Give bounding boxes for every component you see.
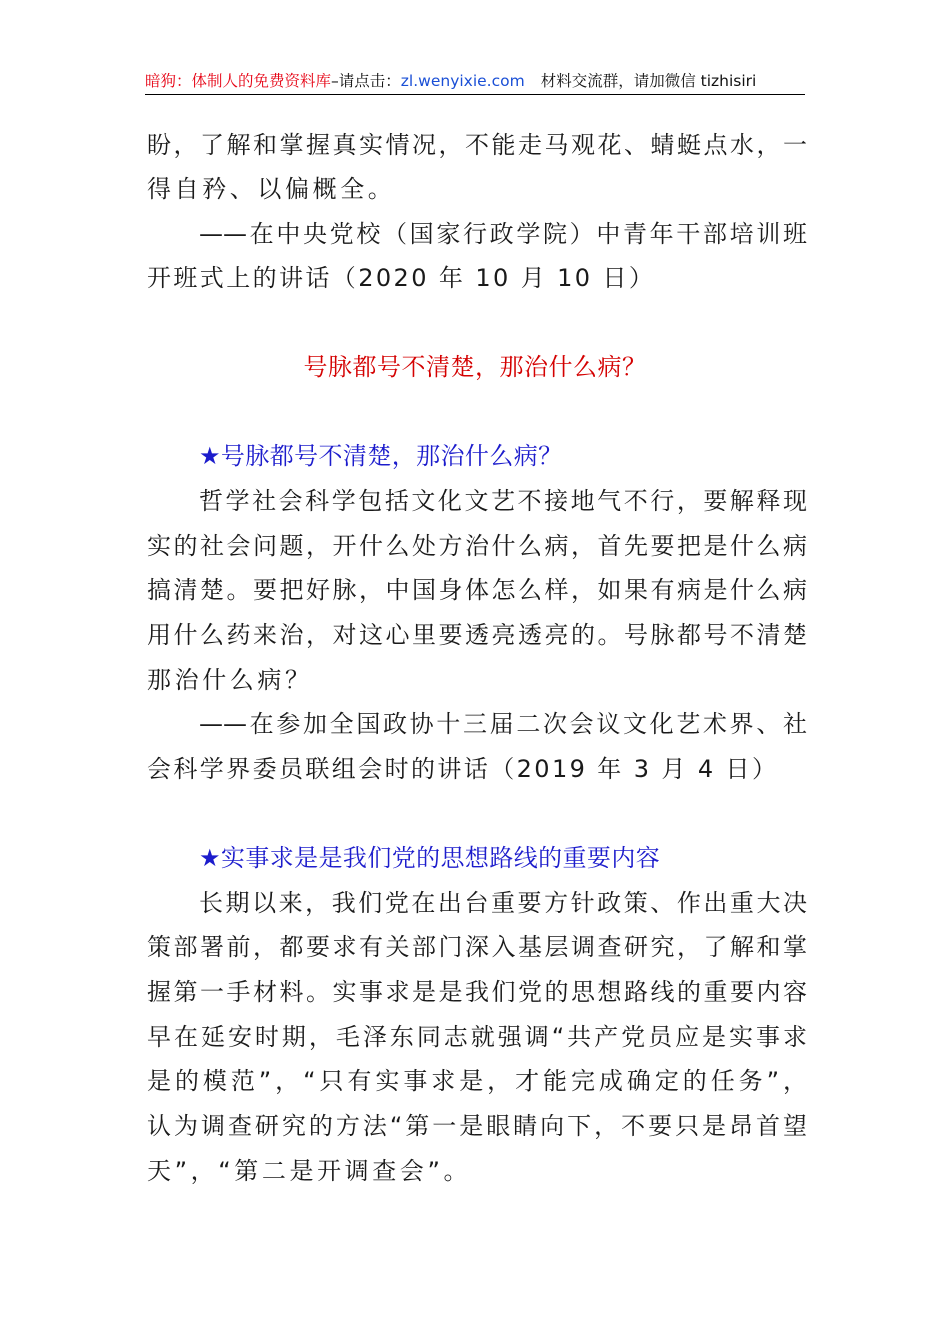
paragraph-line: 哲学社会科学包括文化文艺不接地气不行，要解释现 [199, 487, 807, 515]
item-heading [199, 441, 563, 471]
paragraph-line: 策部署前，都要求有关部门深入基层调查研究，了解和掌 [147, 933, 807, 961]
paragraph-line: 握第一手材料。实事求是是我们党的思想路线的重要内容 [147, 978, 807, 1006]
paragraph-line: 实的社会问题，开什么处方治什么病，首先要把是什么病 [147, 532, 807, 560]
paragraph-line: 早在延安时期，毛泽东同志就强调“共产党员应是实事求 [147, 1023, 807, 1051]
paragraph-line: 长期以来，我们党在出台重要方针政策、作出重大决 [199, 889, 807, 917]
source-line: ——在参加全国政协十三届二次会议文化艺术界、社 [199, 710, 807, 738]
item-heading-text: 实事求是是我们党的思想路线的重要内容 [220, 844, 661, 872]
paragraph-line: 那治什么病？ [147, 666, 313, 694]
source-line: 开班式上的讲话（2020 年 10 月 10 日） [147, 264, 656, 292]
paragraph-line: 认为调查研究的方法“第一是眼睛向下，不要只是昂首望 [147, 1112, 807, 1140]
star-icon: ★ [199, 442, 221, 470]
star-icon: ★ [199, 844, 221, 872]
item-heading-text: 号脉都号不清楚，那治什么病？ [220, 442, 563, 470]
paragraph-line: 用什么药来治，对这心里要透亮透亮的。号脉都号不清楚 [147, 621, 807, 649]
paragraph-line: 得自矜、以偏概全。 [147, 175, 396, 203]
item-heading [199, 843, 660, 873]
paragraph-line: 是的模范”，“只有实事求是，才能完成确定的任务”， [147, 1067, 807, 1095]
paragraph-line: 天”，“第二是开调查会”。 [147, 1157, 472, 1185]
header-contact: 材料交流群，请加微信 tizhisiri [540, 72, 757, 90]
source-line: 会科学界委员联组会时的讲话（2019 年 3 月 4 日） [147, 755, 779, 783]
header-brand: 暗狗：体制人的免费资料库 [145, 72, 332, 90]
paragraph-line: 盼，了解和掌握真实情况，不能走马观花、蜻蜓点水，一 [147, 131, 807, 159]
section-title: 号脉都号不清楚，那治什么病？ [303, 353, 647, 381]
paragraph-line: 搞清楚。要把好脉，中国身体怎么样，如果有病是什么病 [147, 576, 807, 604]
header-link[interactable]: zl.wenyixie.com [400, 72, 525, 90]
page-header [145, 68, 805, 95]
source-line: ——在中央党校（国家行政学院）中青年干部培训班 [199, 220, 807, 248]
header-prompt: –请点击： [331, 72, 401, 90]
